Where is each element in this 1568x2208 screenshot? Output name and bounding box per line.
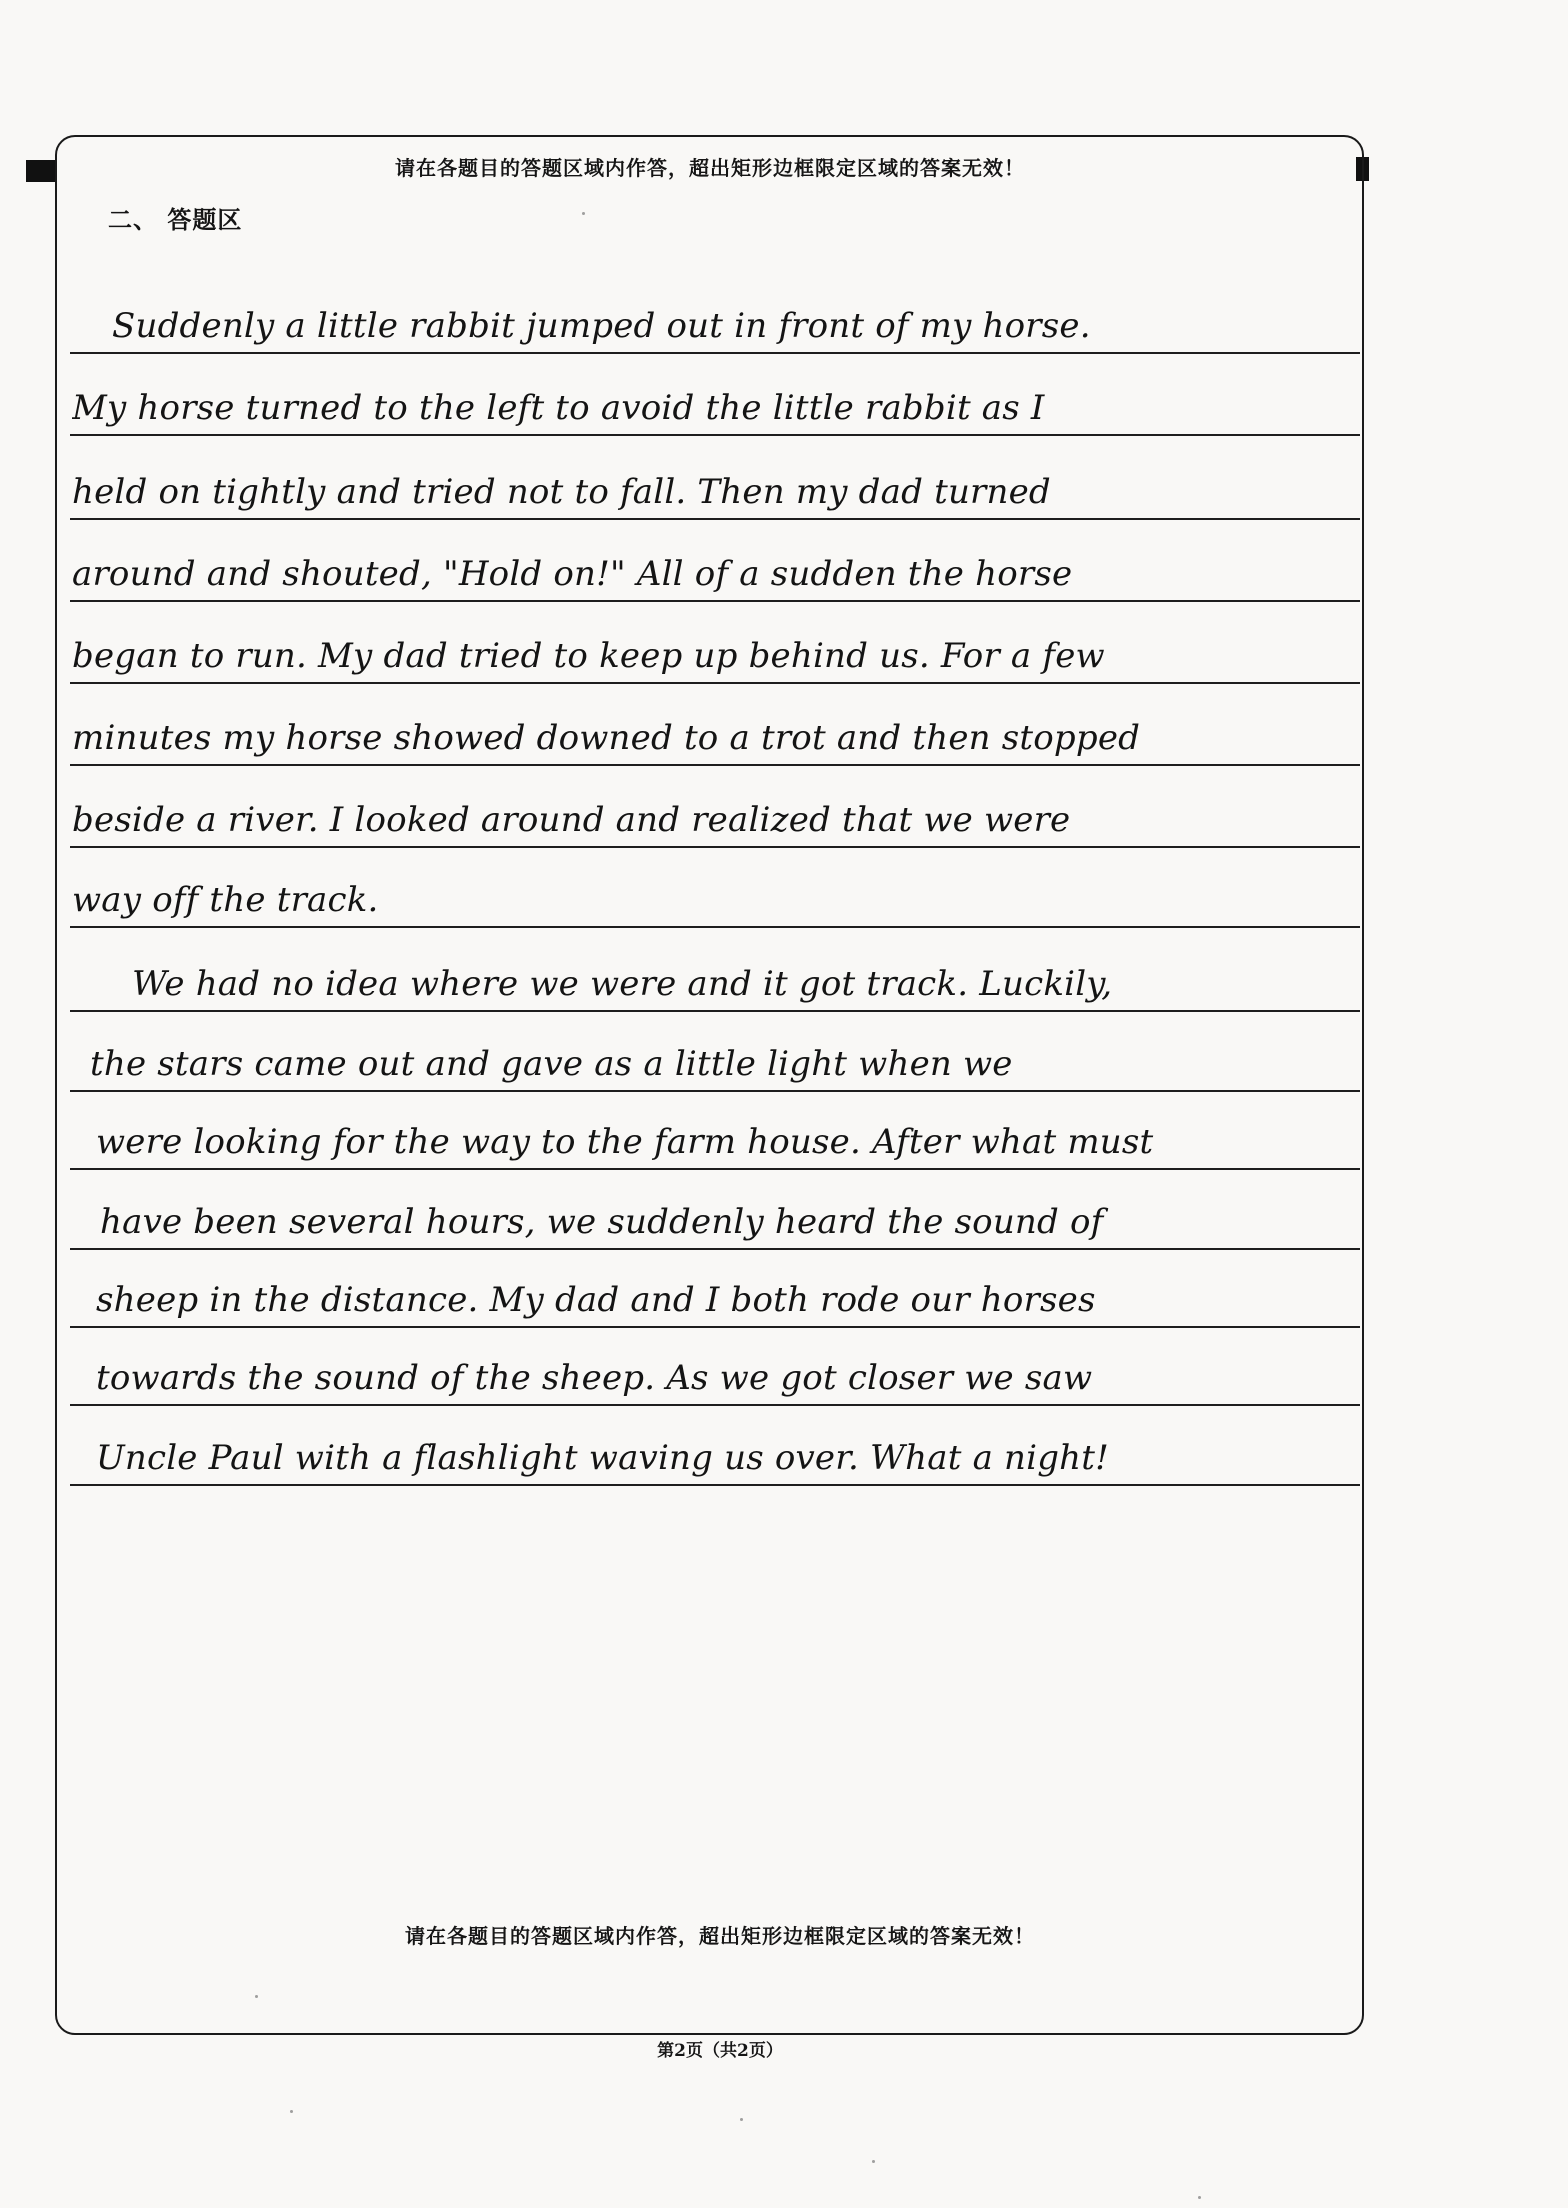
ruled-line [70,1404,1360,1406]
handwritten-line: My horse turned to the left to avoid the little rabbit as I [72,388,1045,428]
ruled-line [70,1010,1360,1012]
ruled-line [70,600,1360,602]
scan-speck [1198,2196,1201,2199]
handwritten-line: Suddenly a little rabbit jumped out in front of my horse. [112,306,1091,346]
handwritten-line: beside a river. I looked around and realized that we were [72,800,1071,840]
handwritten-line: sheep in the distance. My dad and I both rode our horses [96,1280,1096,1320]
page-number: 第2页（共2页） [657,2041,783,2061]
ruled-line [70,352,1360,354]
section-title: 二、 答题区 [108,206,243,234]
ruled-line [70,1326,1360,1328]
answer-area-notice-top: 请在各题目的答题区域内作答，超出矩形边框限定区域的答案无效！ [395,156,1025,180]
handwritten-line: around and shouted, "Hold on!" All of a sudden the horse [72,554,1073,594]
ruled-line [70,518,1360,520]
ruled-line [70,1484,1360,1486]
handwritten-line: held on tightly and tried not to fall. Then my dad turned [72,472,1051,512]
ruled-line [70,682,1360,684]
handwritten-line: have been several hours, we suddenly heard the sound of [100,1202,1104,1242]
ruled-line [70,1090,1360,1092]
ruled-line [70,926,1360,928]
handwritten-line: minutes my horse showed downed to a trot and then stopped [72,718,1141,758]
handwritten-line: towards the sound of the sheep. As we got closer we saw [96,1358,1093,1398]
handwritten-line: We had no idea where we were and it got track. Luckily, [132,964,1113,1004]
handwritten-line: were looking for the way to the farm house. After what must [96,1122,1154,1162]
answer-area-notice-bottom: 请在各题目的答题区域内作答，超出矩形边框限定区域的答案无效！ [405,1924,1035,1948]
handwritten-line: began to run. My dad tried to keep up behind us. For a few [72,636,1105,676]
ruled-line [70,846,1360,848]
handwritten-line: Uncle Paul with a flashlight waving us over. What a night! [96,1438,1110,1478]
scan-speck [290,2110,293,2113]
ruled-line [70,764,1360,766]
handwritten-line: the stars came out and gave as a little light when we [90,1044,1013,1084]
ruled-line [70,1248,1360,1250]
ruled-line [70,434,1360,436]
scan-speck [740,2118,743,2121]
handwritten-line: way off the track. [72,880,379,920]
scan-speck [872,2160,875,2163]
ruled-line [70,1168,1360,1170]
